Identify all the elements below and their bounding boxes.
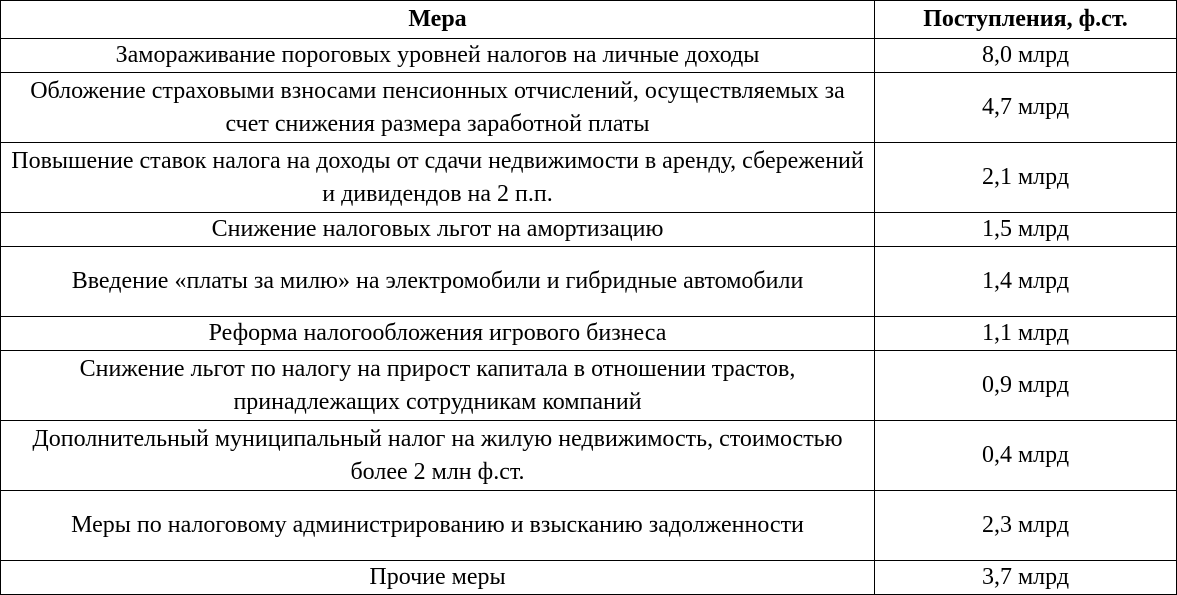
table-row bbox=[1, 73, 1177, 143]
measure-cell: Реформа налогообложения игрового бизнеса bbox=[1, 317, 875, 351]
measure-cell: Меры по налоговому администрированию и взысканию задолженности bbox=[1, 491, 875, 561]
table-row bbox=[1, 351, 1177, 421]
table-row bbox=[1, 247, 1177, 317]
header-measure: Мера bbox=[1, 1, 875, 39]
table-row bbox=[1, 561, 1177, 595]
revenue-cell: 2,3 млрд bbox=[875, 491, 1177, 561]
table-row bbox=[1, 421, 1177, 491]
table-row bbox=[1, 213, 1177, 247]
measure-cell: Снижение налоговых льгот на амортизацию bbox=[1, 213, 875, 247]
revenue-cell: 8,0 млрд bbox=[875, 39, 1177, 73]
measure-cell: Повышение ставок налога на доходы от сдачи недвижимости в аренду, сбережений и дивидендов на 2 п.п. bbox=[1, 143, 875, 213]
measure-cell: Замораживание пороговых уровней налогов на личные доходы bbox=[1, 39, 875, 73]
table-row bbox=[1, 317, 1177, 351]
revenue-cell: 1,1 млрд bbox=[875, 317, 1177, 351]
table-row bbox=[1, 143, 1177, 213]
header-revenue: Поступления, ф.ст. bbox=[875, 1, 1177, 39]
revenue-cell: 4,7 млрд bbox=[875, 73, 1177, 143]
table-row bbox=[1, 491, 1177, 561]
measure-cell: Снижение льгот по налогу на прирост капитала в отношении трастов, принадлежащих сотрудникам компаний bbox=[1, 351, 875, 421]
revenue-cell: 1,5 млрд bbox=[875, 213, 1177, 247]
revenue-cell: 2,1 млрд bbox=[875, 143, 1177, 213]
revenue-cell: 0,9 млрд bbox=[875, 351, 1177, 421]
measure-cell: Введение «платы за милю» на электромобили и гибридные автомобили bbox=[1, 247, 875, 317]
table-row bbox=[1, 39, 1177, 73]
table-header-row bbox=[1, 1, 1177, 39]
measure-cell: Дополнительный муниципальный налог на жилую недвижимость, стоимостью более 2 млн ф.ст. bbox=[1, 421, 875, 491]
measure-cell: Обложение страховыми взносами пенсионных отчислений, осуществляемых за счет снижения размера заработной платы bbox=[1, 73, 875, 143]
revenue-cell: 0,4 млрд bbox=[875, 421, 1177, 491]
revenue-cell: 1,4 млрд bbox=[875, 247, 1177, 317]
measure-cell: Прочие меры bbox=[1, 561, 875, 595]
revenue-cell: 3,7 млрд bbox=[875, 561, 1177, 595]
